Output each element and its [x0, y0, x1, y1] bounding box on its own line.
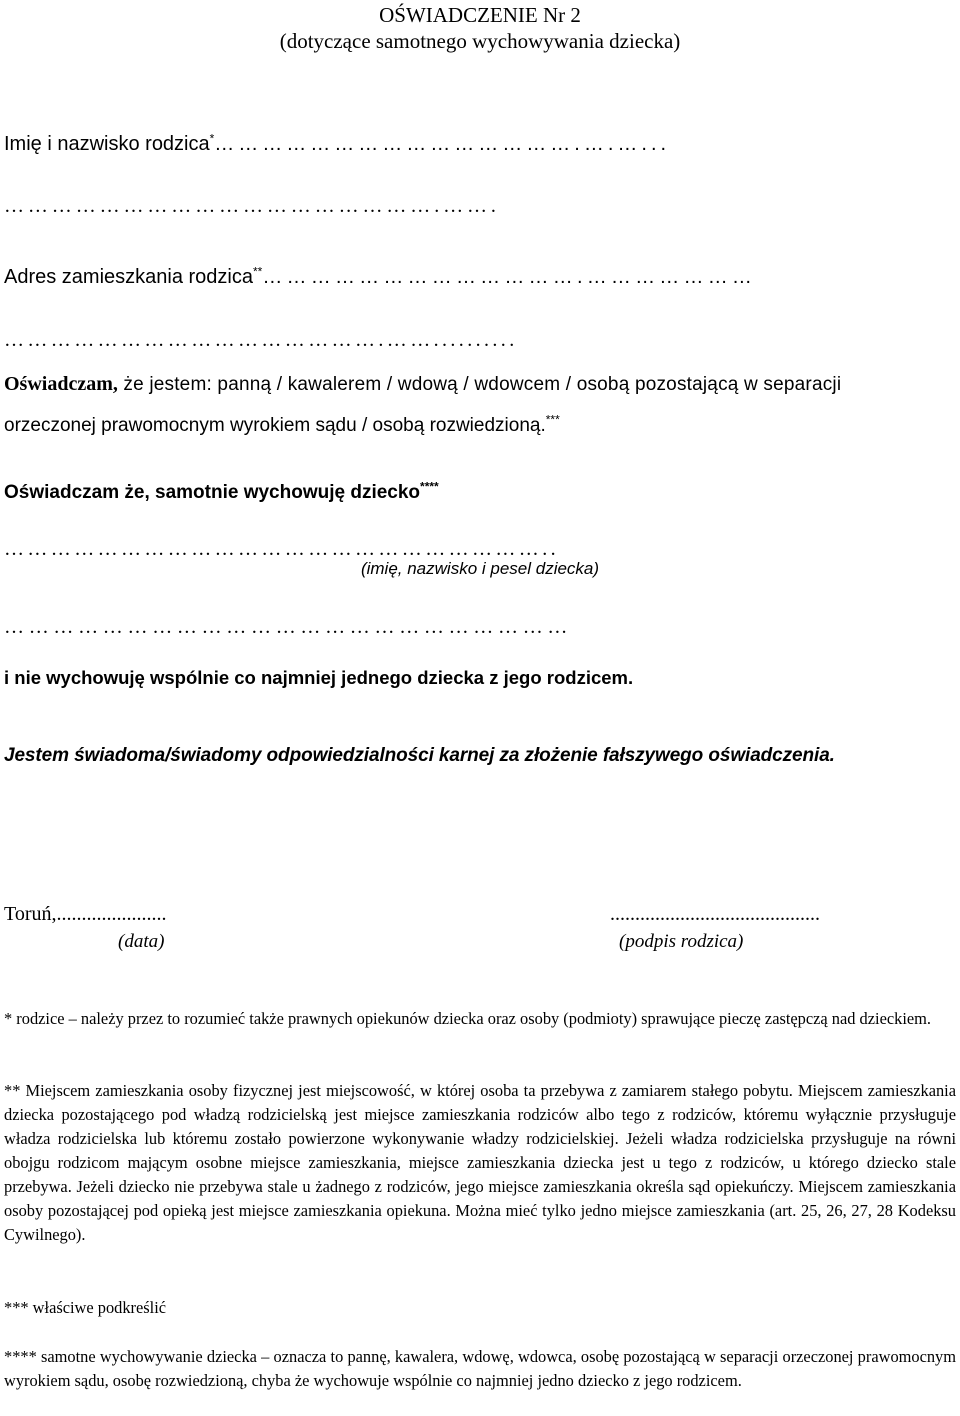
address-dots-line2: ………………………………………….……..........: [4, 329, 518, 351]
footnote-1: * rodzice – należy przez to rozumieć także prawnych opiekunów dziecka oraz osoby (podmioty) sprawujące pieczę zastępczą nad dzieckiem.: [4, 1009, 931, 1028]
address-label: Adres zamieszkania rodzica: [4, 266, 253, 288]
child-caption: (imię, nazwisko i pesel dziecka): [360, 559, 600, 578]
parent-name-footnote-marker: *: [209, 131, 215, 146]
document-title: OŚWIADCZENIE Nr 2: [379, 3, 581, 27]
child-footnote-marker: ****: [420, 479, 439, 494]
not-jointly-statement: i nie wychowuję wspólnie co najmniej jednego dziecka z jego rodzicem.: [4, 667, 634, 688]
address-field: [4, 264, 756, 290]
date-label: (data): [118, 931, 165, 952]
parent-name-dots-line2: ……………………………………………….…….: [4, 195, 500, 217]
signature-label: (podpis rodzica): [619, 931, 744, 952]
footnote-4: **** samotne wychowywanie dziecka – oznacza to pannę, kawalera, wdowę, wdowca, osobę pozostającą w separacji orzeczonej prawomocnym wyrokiem sądu, osobę rozwiedzioną, chyba że wychowuje wspólnie co najmniej jedno dziecko z jego rodzicem.: [4, 1347, 956, 1390]
status-declaration-options: że jestem: panną / kawalerem / wdową / wdowcem / osobą pozostającą w separacji: [117, 374, 842, 395]
parent-name-label: Imię i nazwisko rodzica: [4, 133, 210, 155]
address-footnote-marker: **: [253, 264, 263, 279]
status-declaration-options-cont: orzeczonej prawomocnym wyrokiem sądu / osobą rozwiedzioną.: [4, 415, 546, 436]
status-declaration-line1: [4, 367, 841, 402]
address-dots: ………………………………….…………………: [262, 266, 757, 288]
place-date-line: Toruń,......................: [4, 903, 167, 925]
status-declaration-lead: Oświadczam,: [4, 373, 118, 395]
status-footnote-marker: ***: [545, 412, 560, 427]
awareness-statement: Jestem świadoma/świadomy odpowiedzialności karnej za złożenie fałszywego oświadczenia.: [4, 745, 835, 766]
signature-dots: ..........................................: [610, 903, 820, 925]
child-dots-line1: ……………………………………………………………..: [4, 538, 559, 560]
footnote-3: *** właściwe podkreślić: [4, 1298, 167, 1317]
child-dots-line2: ……………………………………………………………: [4, 616, 573, 638]
footnote-2: ** Miejscem zamieszkania osoby fizycznej jest miejscowość, w której osoba ta przebywa z zamiarem stałego pobytu. Miejscem zamieszkania dziecka pozostającego pod władzą rodzicielską jest miejsce zamieszkania rodziców albo tego z rodziców, któremu wyłącznie przysługuje władza rodzicielska lub któremu zostało powierzone wykonywanie władzy rodzicielskiej. Jeżeli władza rodzicielska przysługuje na równi obojgu rodzicom mającym osobne miejsce zamieszkania, miejsce zamieszkania dziecka jest u tego z rodziców, u którego dziecko stale przebywa. Jeżeli dziecko nie przebywa stale u żadnego z rodziców, jego miejsce zamieszkania określa sąd opiekuńczy. Miejscem zamieszkania osoby pozostającej pod opieką jest miejsce zamieszkania opiekuna. Można mieć tylko jedno miejsce zamieszkania (art. 25, 26, 27, 28 Kodeksu Cywilnego).: [4, 1081, 956, 1244]
status-declaration-line2: [4, 409, 560, 443]
document-subtitle: (dotyczące samotnego wychowywania dziecka): [279, 29, 681, 53]
parent-name-field: [4, 131, 670, 157]
child-declaration-text: Oświadczam że, samotnie wychowuję dziecko: [4, 482, 421, 503]
parent-name-dots: ……………………………………….….…...: [214, 133, 671, 155]
child-declaration: [4, 476, 439, 510]
